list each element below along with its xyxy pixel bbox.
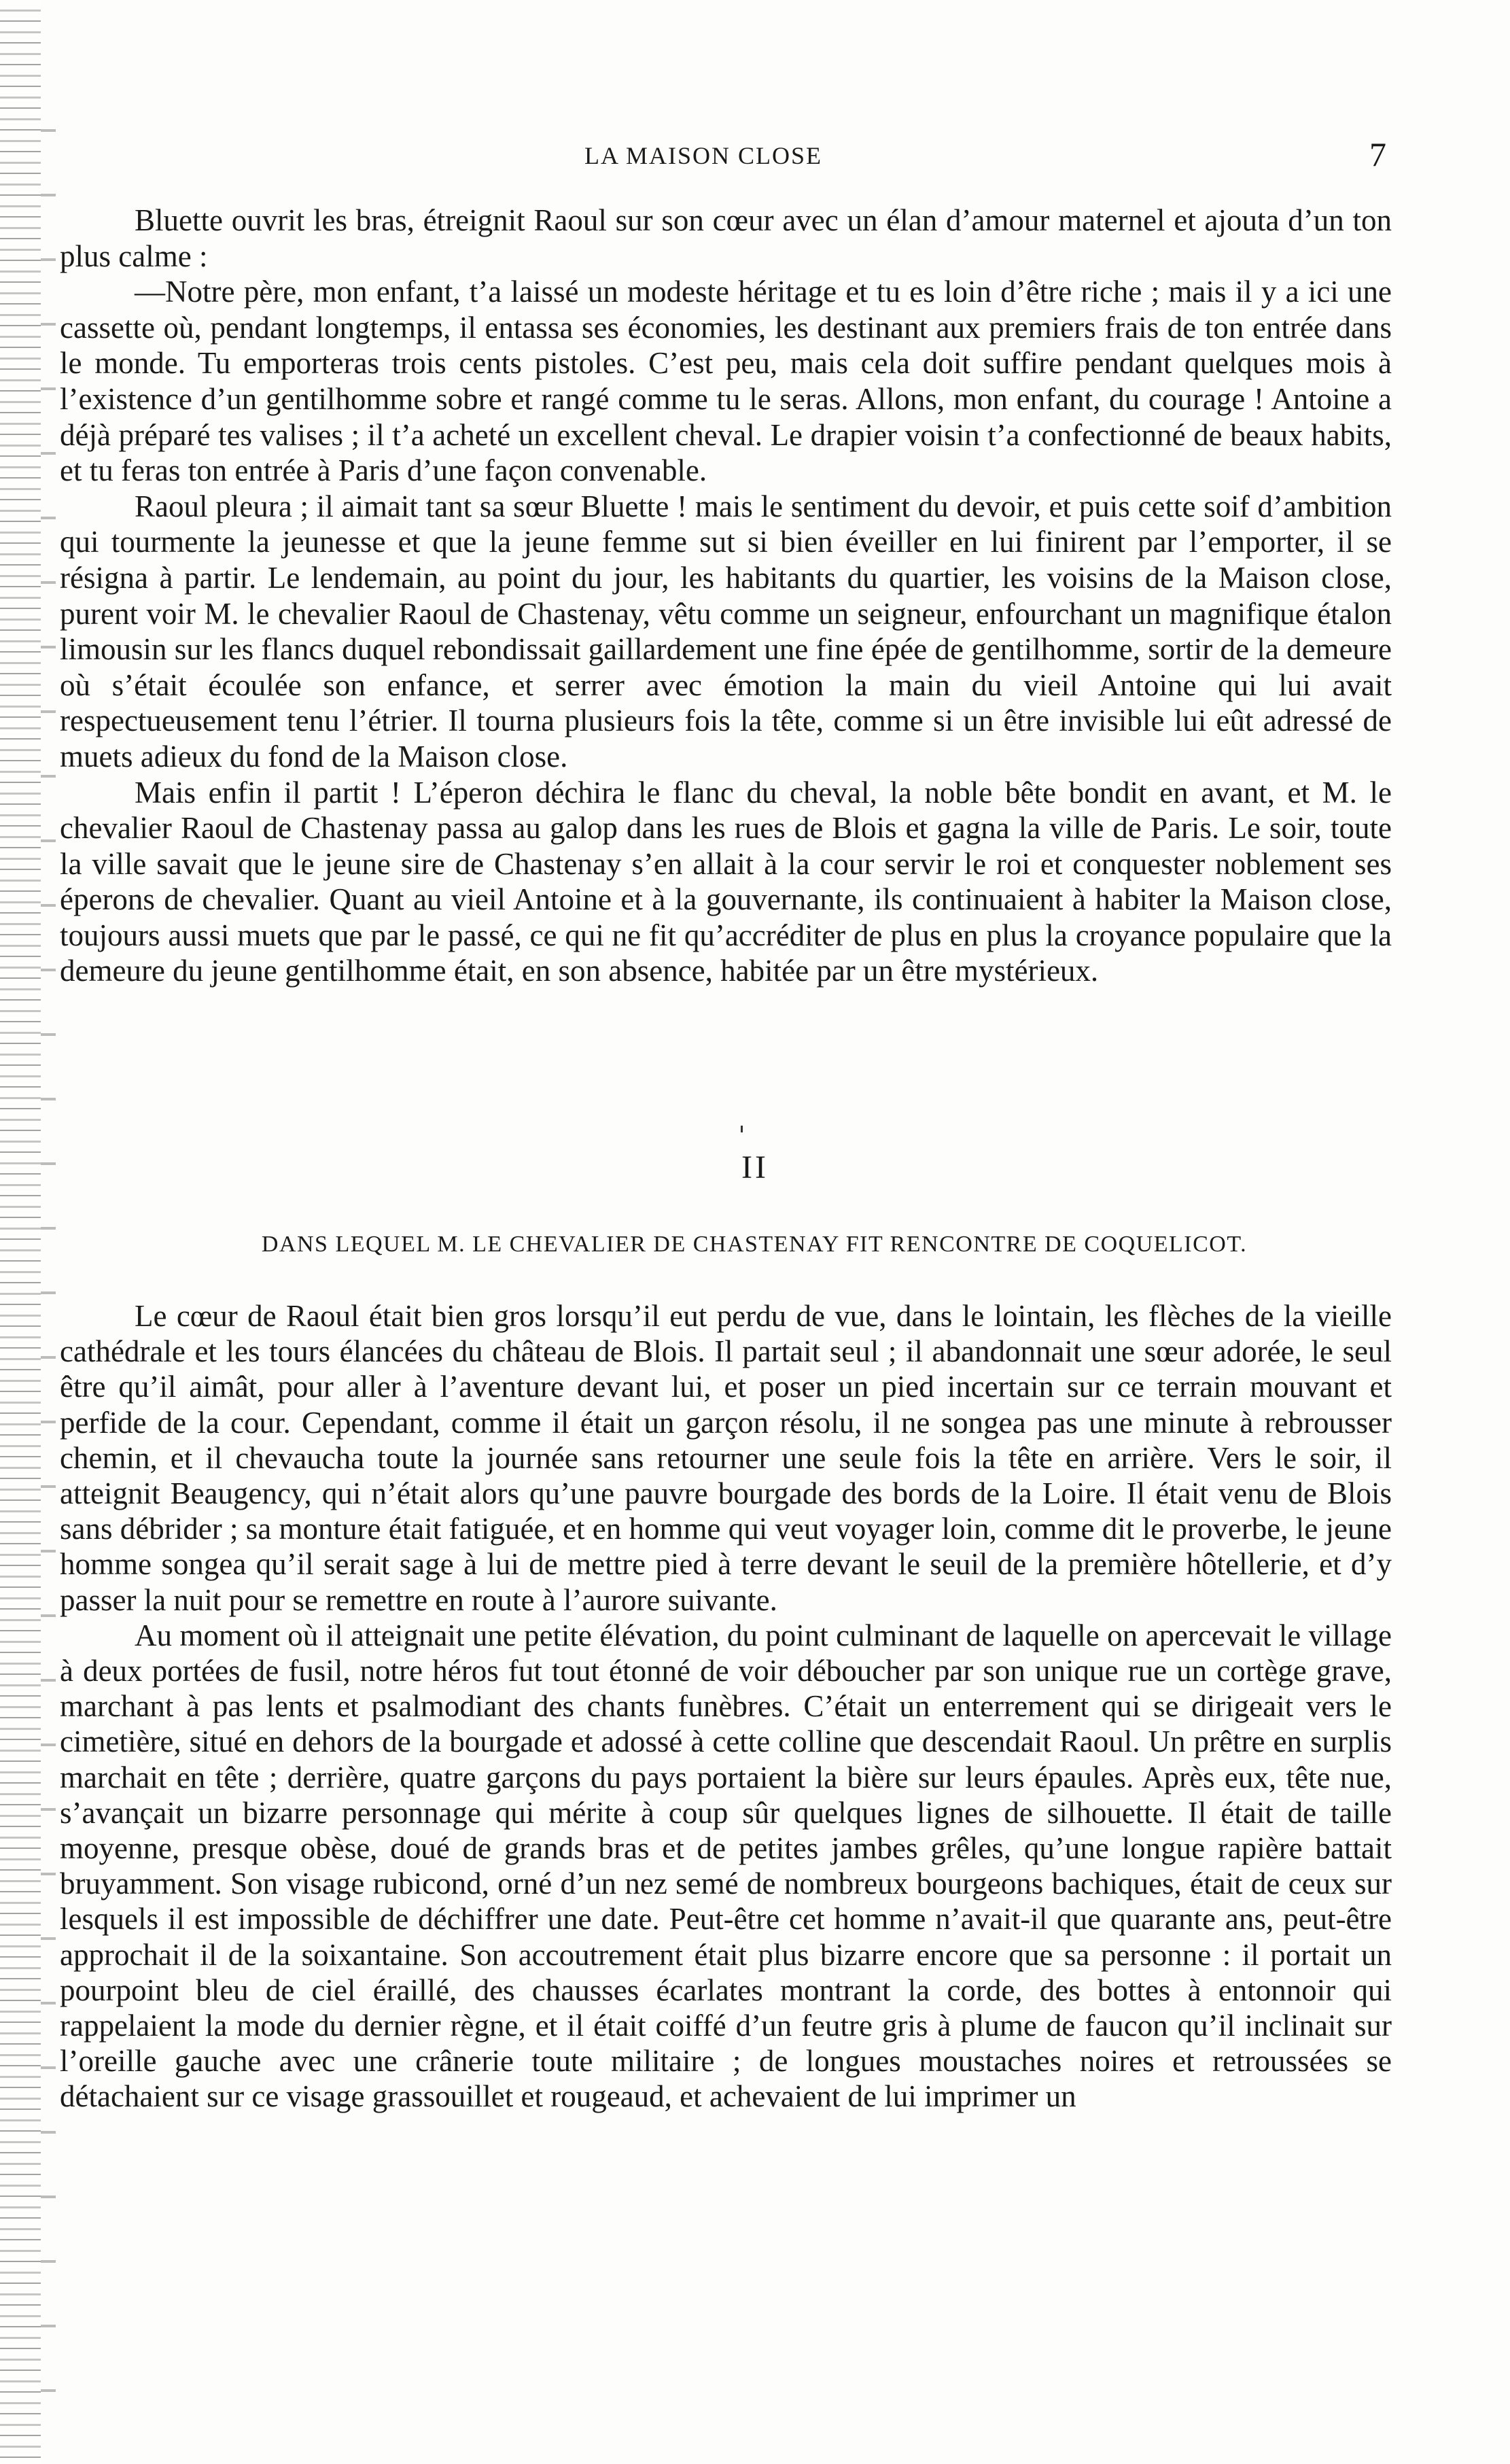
page-number: 7 (1369, 135, 1386, 173)
running-title: LA MAISON CLOSE (584, 142, 823, 169)
paragraph: Bluette ouvrit les bras, étreignit Raoul sur son cœur avec un élan d’amour maternel et ajouta d’un ton plus calme : (60, 203, 1392, 273)
paragraph: Raoul pleura ; il aimait tant sa sœur Bluette ! mais le sentiment du devoir, et puis cette soif d’ambition qui tourmente la jeunesse et que la jeune femme sut si bien éveiller en lui finirent par l’emporter, il se résigna à partir. Le lendemain, au point du jour, les habitants du quartier, les voisins de la Maison close, purent voir M. le chevalier Raoul de Chastenay, vêtu comme un seigneur, enfourchant un magnifique étalon limousin sur les flancs duquel rebondissait gaillardement une fine épée de gentilhomme, sortir de la demeure où s’était écoulée son enfance, et serrer avec émotion la main du vieil Antoine qui lui avait respectueusement tenu l’étrier. Il tourna plusieurs fois la tête, comme si un être invisible lui eût adressé de muets adieux du fond de la Maison close. (60, 489, 1392, 774)
chapter-title: DANS LEQUEL M. LE CHEVALIER DE CHASTENAY FIT RENCONTRE DE COQUELICOT. (261, 1232, 1248, 1257)
paragraph: —Notre père, mon enfant, t’a laissé un modeste héritage et tu es loin d’être riche ; mais il y a ici une cassette où, pendant longtemps, il entassa ses économies, les destinant aux premiers frais de ton entrée dans le monde. Tu emporteras trois cents pistoles. C’est peu, mais cela doit suffire pendant quelques mois à l’existence d’un gentilhomme sobre et rangé comme tu le seras. Allons, mon enfant, du courage ! Antoine a déjà préparé tes valises ; il t’a acheté un excellent cheval. Le drapier voisin t’a confectionné de beaux habits, et tu feras ton entrée à Paris d’une façon convenable. (60, 275, 1392, 488)
paragraph: Le cœur de Raoul était bien gros lorsqu’il eut perdu de vue, dans le lointain, les flèches de la vieille cathédrale et les tours élancées du château de Blois. Il partait seul ; il abandonnait une sœur adorée, le seul être qu’il aimât, pour aller à l’aventure devant lui, et poser un pied incertain sur ce terrain mouvant et perfide de la cour. Cependant, comme il était un garçon résolu, il ne songea pas une minute à rebrousser chemin, et il chevaucha toute la journée sans retourner une seule fois la tête en arrière. Vers le soir, il atteignit Beaugency, qui n’était alors qu’une pauvre bourgade des bords de la Loire. Il était venu de Blois sans débrider ; sa monture était fatiguée, et en homme qui veut voyager loin, comme dit le proverbe, le jeune homme songea qu’il serait sage à lui de mettre pied à terre devant le seuil de la première hôtellerie, et d’y passer la nuit pour se remettre en route à l’aurore suivante. (60, 1299, 1392, 1617)
page-binding-edge (0, 0, 41, 2464)
paragraph: Mais enfin il partit ! L’éperon déchira le flanc du cheval, la noble bête bondit en avant, et M. le chevalier Raoul de Chastenay passa au galop dans les rues de Blois et gagna la ville de Paris. Le soir, toute la ville savait que le jeune sire de Chastenay s’en allait à la cour servir le roi et conquester noblement ses éperons de chevalier. Quant au vieil Antoine et à la gouvernante, ils continuaient à habiter la Maison close, toujours aussi muets que par le passé, ce qui ne fit qu’accréditer de plus en plus la croyance populaire que la demeure du jeune gentilhomme était, en son absence, habitée par un être mystérieux. (60, 775, 1392, 988)
page-binding-marks (41, 102, 56, 2399)
section-1-text (60, 203, 1392, 989)
running-head (136, 135, 1386, 175)
chapter-number: II (741, 1149, 769, 1185)
section-divider-mark (741, 1126, 743, 1132)
paragraph: Au moment où il atteignait une petite élévation, du point culminant de laquelle on apercevait le village à deux portées de fusil, notre héros fut tout étonné de voir déboucher par son unique rue un cortège grave, marchant à pas lents et psalmodiant des chants funèbres. C’était un enterrement qui se dirigeait vers le cimetière, situé en dehors de la bourgade et adossé à cette colline que descendait Raoul. Un prêtre en surplis marchait en tête ; derrière, quatre garçons du pays portaient la bière sur leurs épaules. Après eux, tête nue, s’avançait un bizarre personnage qui mérite à coup sûr quelques lignes de silhouette. Il était de taille moyenne, presque obèse, doué de grands bras et de petites jambes grêles, qu’une longue rapière battait bruyamment. Son visage rubicond, orné d’un nez semé de nombreux bourgeons bachiques, était de ceux sur lesquels il est impossible de déchiffrer une date. Peut-être cet homme n’avait-il que quarante ans, peut-être approchait il de la soixantaine. Son accoutrement était plus bizarre encore que sa personne : il portait un pourpoint bleu de ciel éraillé, des chausses écarlates montrant la corde, des bottes à entonnoir qui rappelaient la mode du dernier règne, et il était coiffé d’un feutre gris à plume de faucon qu’il inclinait sur l’oreille gauche avec une crânerie toute militaire ; de longues moustaches noires et retroussées se détachaient sur ce visage grassouillet et rougeaud, et achevaient de lui imprimer un (60, 1618, 1392, 2114)
section-2-text (60, 1298, 1392, 2115)
